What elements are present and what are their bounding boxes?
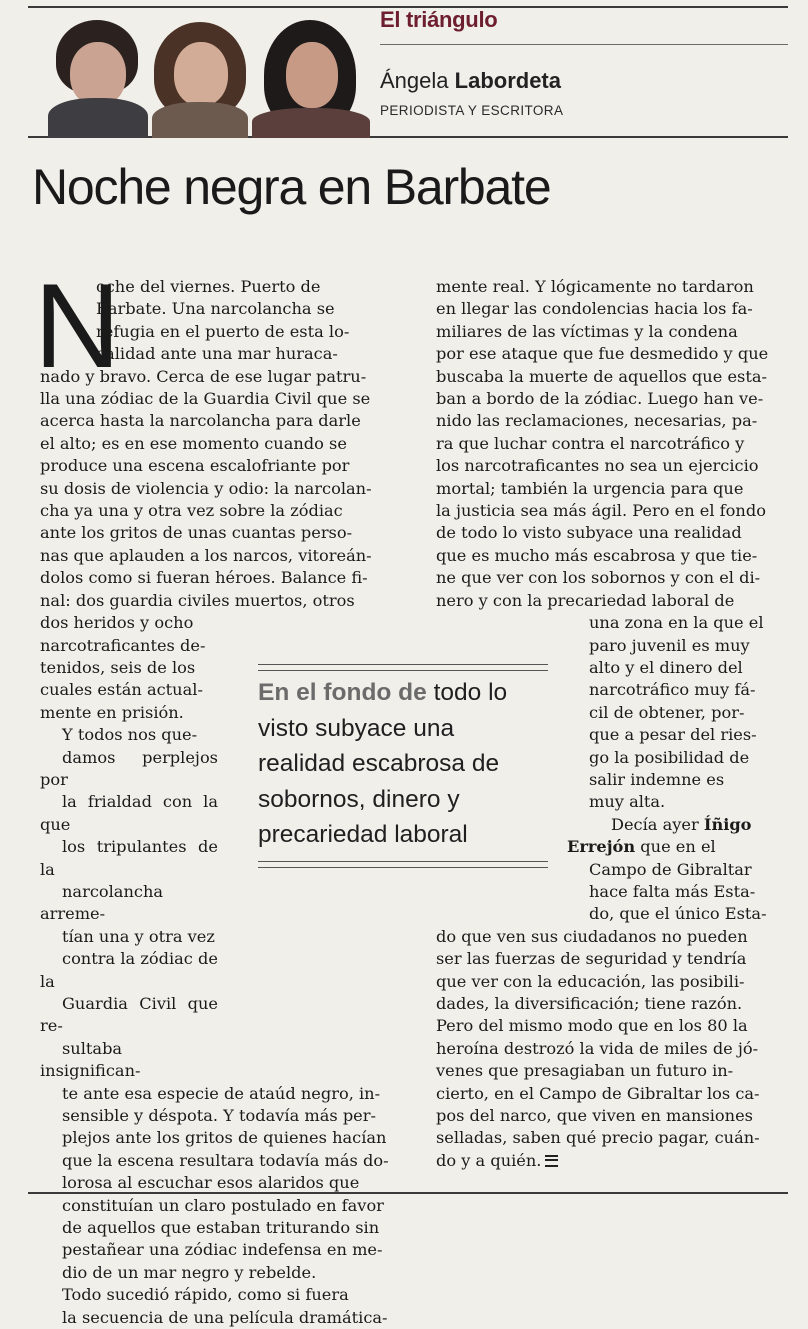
text-line: refugia en el puerto de esta lo- — [96, 321, 350, 341]
text-line: hace falta más Esta- — [589, 881, 756, 901]
text-line: sensible y déspota. Y todavía más per- — [62, 1106, 376, 1126]
text-line: mente real. Y lógicamente no tardaron — [436, 277, 754, 296]
text-line: narcotráfico muy fá- — [589, 680, 756, 700]
text-line: lla una zódiac de la Guardia Civil que se — [40, 389, 371, 409]
text-line: en llegar las condolencias hacia los fa- — [436, 299, 753, 319]
text-line: cil de obtener, por- — [589, 702, 745, 722]
text-line: pestañear una zódiac indefensa en me- — [62, 1240, 383, 1260]
text-line: nido las reclamaciones, necesarias, pa- — [436, 411, 758, 431]
text-line: los tripulantes de la — [40, 837, 218, 879]
text-line: una zona en la que el — [589, 613, 764, 633]
text-line: cha ya una y otra vez sobre la zódiac — [40, 501, 343, 521]
text-line: narcolancha arreme- — [40, 881, 164, 924]
col1-p3-lines — [40, 1284, 388, 1329]
text-line: salir indemne es — [589, 769, 725, 789]
col2-paragraph-2-cont — [436, 859, 772, 1173]
headline: Noche negra en Barbate — [32, 159, 551, 215]
author-name: Ángela Labordeta — [380, 68, 561, 93]
text-line: calidad ante una mar huraca- — [96, 344, 338, 364]
text-line: damos perplejos por — [40, 747, 218, 789]
text-line: contra la zódiac de la — [40, 949, 218, 991]
text-line: dos heridos y ocho — [40, 613, 194, 633]
text-line: mente en prisión. — [40, 702, 184, 722]
text-line: nas que aplauden a los narcos, vitoreán- — [40, 545, 372, 565]
text-line: ra que luchar contra el narcotráfico y — [436, 433, 745, 453]
text-line: narcotraficantes de- — [40, 635, 206, 655]
bottom-rule — [28, 1192, 788, 1194]
col1-paragraph-3 — [40, 1284, 388, 1329]
text-line: Barbate. Una narcolancha se — [96, 299, 335, 319]
text-line: ante los gritos de unas cuantas perso- — [40, 523, 353, 543]
text-line: sultaba insignifican- — [40, 1038, 141, 1081]
text-line: su dosis de violencia y odio: la narcolan- — [40, 478, 372, 498]
header-rule — [380, 44, 788, 45]
text-line: do que ven sus ciudadanos no pueden — [436, 926, 748, 946]
text-line: do, que el único Esta- — [589, 904, 767, 924]
text-line: miliares de las víctimas y la condena — [436, 321, 738, 341]
text-line: alto y el dinero del — [589, 657, 743, 677]
text-line: tían una y otra vez — [62, 926, 215, 946]
text-line: ne que ver con los sobornos y con el di- — [436, 568, 761, 588]
author-role: PERIODISTA Y ESCRITORA — [380, 103, 564, 118]
text-line: mortal; también la urgencia para que — [436, 478, 744, 498]
text-line: selladas, saben qué precio pagar, cuán- — [436, 1128, 760, 1148]
text-line: la frialdad con la que — [40, 792, 218, 834]
text-line: te ante esa especie de ataúd negro, in- — [62, 1083, 381, 1103]
text-line: ban a bordo de la zódiac. Luego han ve- — [436, 389, 764, 409]
text-line: Todo sucedió rápido, como si fuera — [62, 1285, 349, 1305]
portrait-2 — [148, 20, 252, 138]
text-line: produce una escena escalofriante por — [40, 456, 350, 476]
text-line: cuales están actual- — [40, 680, 203, 700]
text-line: los narcotraficantes no sea un ejercicio — [436, 456, 759, 476]
text-line: heroína destrozó la vida de miles de jó- — [436, 1038, 759, 1058]
text-line: cierto, en el Campo de Gibraltar los ca- — [436, 1083, 760, 1103]
text-line: lorosa al escuchar esos alaridos que — [62, 1173, 360, 1193]
text-line: la secuencia de una película dramática- — [62, 1307, 388, 1327]
text-line: Pero del mismo modo que en los 80 la — [436, 1016, 748, 1036]
end-mark-icon — [545, 1155, 558, 1167]
text-line: la justicia sea más ágil. Pero en el fondo — [436, 501, 766, 521]
text-line: de todo lo visto subyace una realidad — [436, 523, 742, 543]
text-line: que es mucho más escabrosa y que tie- — [436, 545, 758, 565]
text-line: que a pesar del ries- — [589, 725, 757, 745]
text-line: que la escena resultara todavía más do- — [62, 1150, 389, 1170]
text-line: venes que presagiaban un futuro in- — [436, 1061, 734, 1081]
pull-quote-text: En el fondo de todo lo visto subyace una realidad escabrosa de sobornos, dinero y precariedad laboral — [258, 679, 508, 848]
text-line: Y todos nos que- — [62, 725, 198, 745]
text-line: que ver con la educación, las posibili- — [436, 971, 745, 991]
portrait-1 — [48, 20, 148, 138]
drop-cap: N — [34, 259, 121, 393]
text-line: paro juvenil es muy — [589, 635, 750, 655]
text-line: nero y con la precariedad laboral de — [436, 590, 735, 610]
text-line: Campo de Gibraltar — [589, 859, 752, 879]
text-line: dolos como si fueran héroes. Balance fi- — [40, 568, 368, 588]
col2-last-line: do y a quién. — [436, 1150, 772, 1172]
text-line: nado y bravo. Cerca de ese lugar patru- — [40, 366, 367, 386]
col1-paragraph-1 — [40, 276, 374, 724]
text-line: plejos ante los gritos de quienes hacían — [62, 1128, 387, 1148]
text-line: constituían un claro postulado en favor — [62, 1195, 384, 1215]
text-line: el alto; es en ese momento cuando se — [40, 433, 347, 453]
col1-p1-lines — [40, 276, 374, 724]
col2-p2-first-line: Decía ayer Íñigo — [611, 814, 752, 834]
text-line: pos del narco, que viven en mansiones — [436, 1106, 753, 1126]
pull-quote — [258, 664, 548, 868]
text-line: Guardia Civil que re- — [40, 994, 218, 1036]
pull-quote-top-rule — [258, 664, 548, 671]
author-portraits — [30, 20, 380, 138]
section-title: El triángulo — [380, 7, 498, 32]
pull-quote-bottom-rule — [258, 861, 548, 868]
text-line: oche del viernes. Puerto de — [96, 277, 321, 296]
text-line: nal: dos guardia civiles muertos, otros — [40, 590, 355, 610]
text-line: dio de un mar negro y rebelde. — [62, 1262, 317, 1282]
text-line: buscaba la muerte de aquellos que esta- — [436, 366, 767, 386]
portrait-3 — [252, 20, 370, 138]
text-line: go la posibilidad de — [589, 747, 750, 767]
text-line: muy alta. — [589, 792, 666, 812]
text-line: por ese ataque que fue desmedido y que — [436, 344, 769, 364]
col2-paragraph-2 — [567, 814, 772, 859]
text-line: dades, la diversificación; tiene razón. — [436, 994, 743, 1013]
text-line: ser las fuerzas de seguridad y tendría — [436, 949, 747, 969]
col2-p2-lines — [436, 859, 772, 1150]
col2-p2-second-line: Errejón que en el — [567, 837, 716, 857]
text-line: tenidos, seis de los — [40, 657, 196, 677]
text-line: de aquellos que estaban triturando sin — [62, 1218, 380, 1238]
text-line: acerca hasta la narcolancha para darle — [40, 411, 361, 431]
